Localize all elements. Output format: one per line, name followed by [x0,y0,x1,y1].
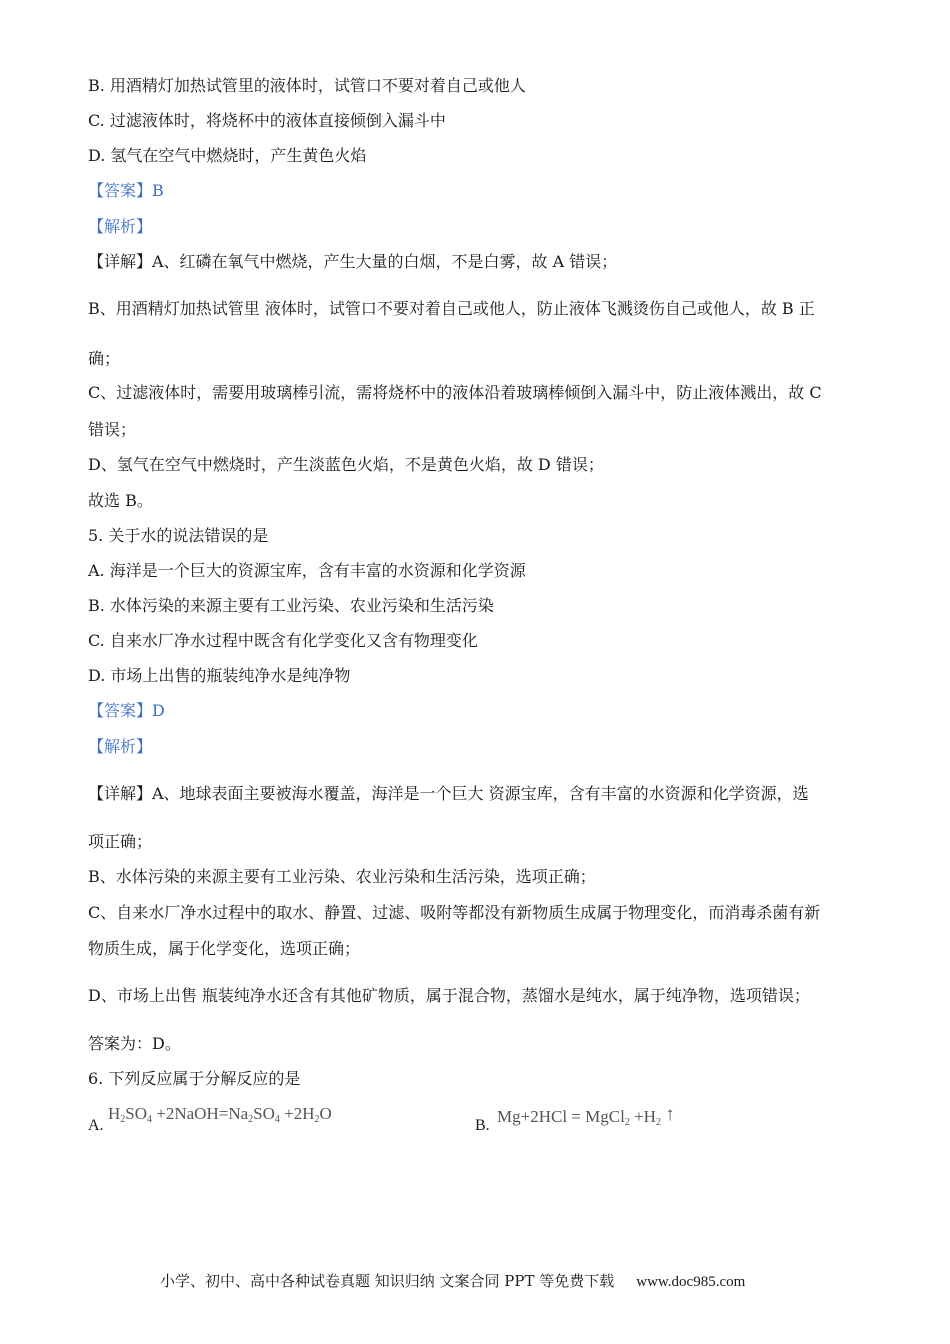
q6-option-a-label: A. [88,1117,104,1134]
line-d-option: D. 氢气在空气中燃烧时，产生黄色火焰 [88,146,367,165]
detail-d: D、氢气在空气中燃烧时，产生淡蓝色火焰，不是黄色火焰，故 D 错误； [88,455,604,474]
q5-option-a: A. 海洋是一个巨大的资源宝库，含有丰富的水资源和化学资源 [88,561,526,580]
line-b-option: B. 用酒精灯加热试管里的液体时，试管口不要对着自己或他人 [88,76,526,95]
question-6: 6. 下列反应属于分解反应的是 [88,1069,301,1088]
detail2-b: B、水体污染的来源主要有工业污染、农业污染和生活污染，选项正确； [88,867,596,886]
footer-text: 小学、初中、高中各种试卷真题 知识归纳 文案合同 PPT 等免费下载 [160,1272,615,1290]
detail2-c: C、自来水厂净水过程中的取水、静置、过滤、吸附等都没有新物质生成属于物理变化，而消毒杀菌有新 [88,903,821,922]
detail-a: 【详解】A、红磷在氧气中燃烧，产生大量的白烟，不是白雾，故 A 错误； [88,252,618,271]
q5-option-b: B. 水体污染的来源主要有工业污染、农业污染和生活污染 [88,596,494,615]
question-5: 5. 关于水的说法错误的是 [88,526,269,545]
detail2-c-cont: 物质生成，属于化学变化，选项正确； [88,939,361,958]
detail2-d: D、市场上出售 瓶装纯净水还含有其他矿物质，属于混合物，蒸馏水是纯水，属于纯净物，选项错误； [88,986,810,1005]
q6-option-a-equation: $H_2SO_4$ $+2NaOH=Na_2SO_4 +2H_2O$ [108,1104,332,1125]
conclusion: 故选 B。 [88,491,153,510]
line-c-option: C. 过滤液体时，将烧杯中的液体直接倾倒入漏斗中 [88,111,446,130]
q5-option-c: C. 自来水厂净水过程中既含有化学变化又含有物理变化 [88,631,478,650]
q6-option-b-equation: Mg+2HCl = MgCl$_2$ $+H_2$ ↑ [497,1104,675,1128]
detail-c: C、过滤液体时，需要用玻璃棒引流，需将烧杯中的液体沿着玻璃棒倾倒入漏斗中，防止液体溅出，故 C [88,383,822,402]
detail-b: B、用酒精灯加热试管里 液体时，试管口不要对着自己或他人，防止液体飞溅烫伤自己或他人，故 B 正 [88,299,815,318]
detail2-a-cont: 项正确； [88,832,153,851]
footer [160,1270,745,1291]
answer-label-2: 【答案】D [88,701,165,720]
answer-label: 【答案】B [88,181,164,200]
footer-url[interactable]: www.doc985.com [636,1274,746,1290]
answer-final: 答案为：D。 [88,1034,181,1053]
q5-option-d: D. 市场上出售的瓶装纯净水是纯净物 [88,666,351,685]
analysis-label: 【解析】 [88,217,153,236]
detail-c-cont: 错误； [88,420,137,439]
detail2-a: 【详解】A、地球表面主要被海水覆盖，海洋是一个巨大 资源宝库，含有丰富的水资源和化学资源，选 [88,784,809,803]
q6-option-b-label: B. [475,1117,490,1134]
detail-b-cont: 确； [88,349,121,368]
gas-arrow-icon: ↑ [665,1104,675,1125]
analysis-label-2: 【解析】 [88,737,153,756]
